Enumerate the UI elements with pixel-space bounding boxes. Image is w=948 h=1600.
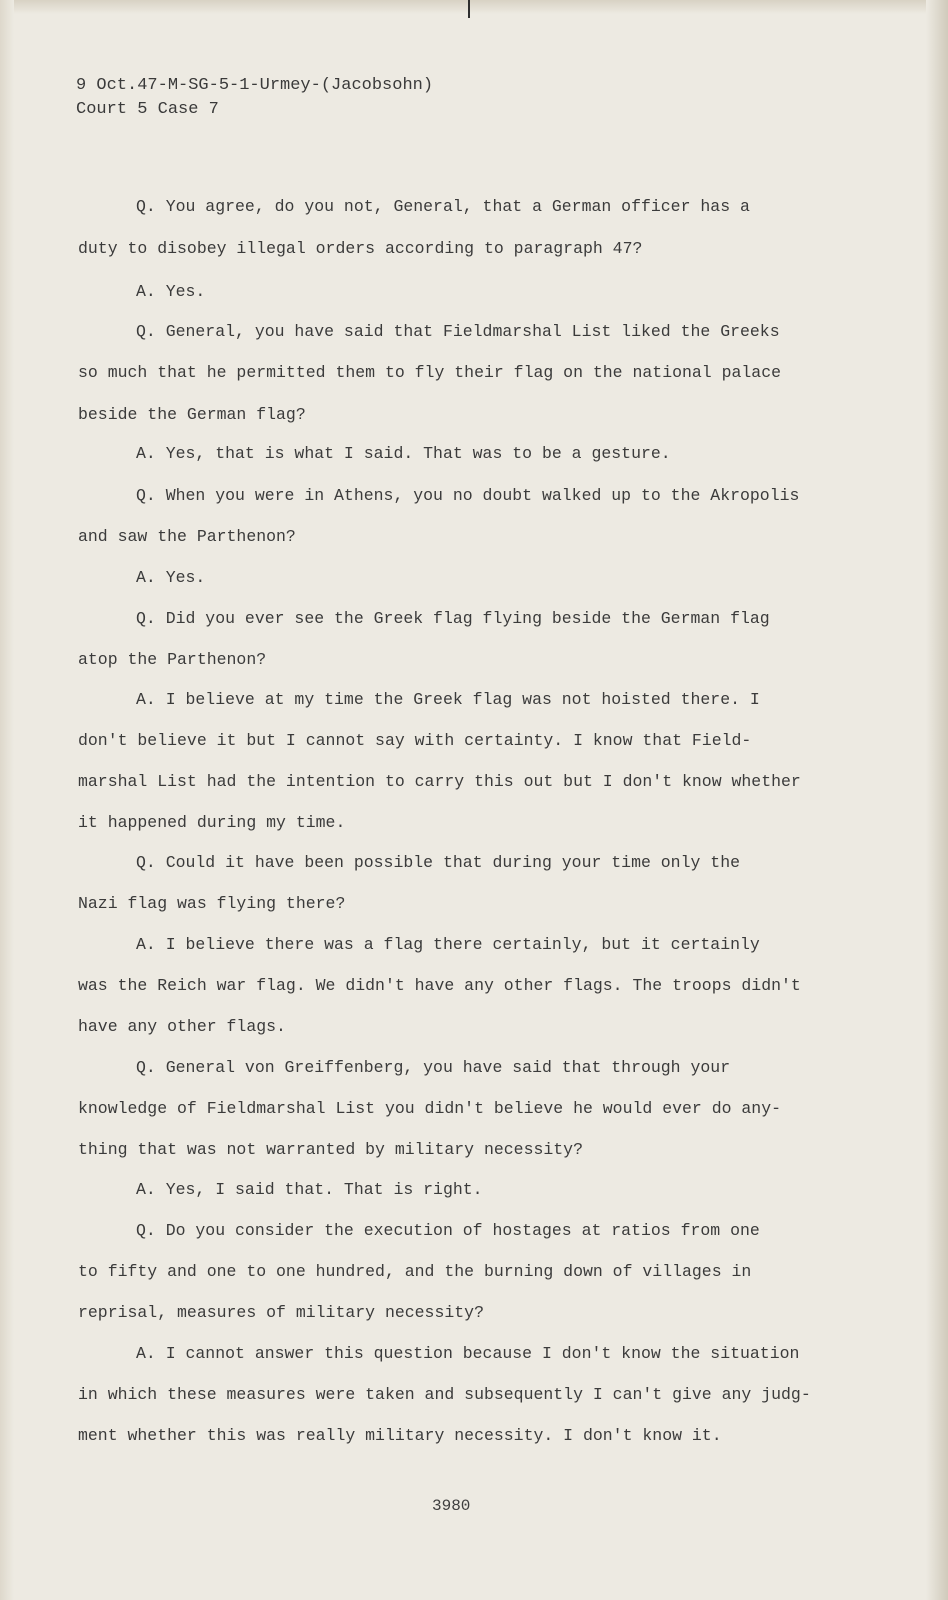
transcript-line: A. Yes. — [136, 282, 206, 301]
transcript-line: Q. When you were in Athens, you no doubt walked up to the Akropolis — [136, 486, 800, 505]
transcript-line: duty to disobey illegal orders according to paragraph 47? — [78, 239, 643, 258]
transcript-line: to fifty and one to one hundred, and the burning down of villages in — [78, 1262, 752, 1281]
transcript-line: Q. Could it have been possible that during your time only the — [136, 853, 740, 872]
transcript-line: Q. General von Greiffenberg, you have said that through your — [136, 1058, 731, 1077]
transcript-line: thing that was not warranted by military necessity? — [78, 1140, 583, 1159]
transcript-line: and saw the Parthenon? — [78, 527, 296, 546]
transcript-line: have any other flags. — [78, 1017, 286, 1036]
transcript-line: so much that he permitted them to fly their flag on the national palace — [78, 363, 782, 382]
document-reference: 9 Oct.47-M-SG-5-1-Urmey-(Jacobsohn) — [76, 76, 434, 95]
transcript-line: Q. General, you have said that Fieldmarshal List liked the Greeks — [136, 322, 780, 341]
transcript-line: in which these measures were taken and subsequently I can't give any judg- — [78, 1385, 811, 1404]
transcript-line: Nazi flag was flying there? — [78, 894, 346, 913]
transcript-line: beside the German flag? — [78, 405, 306, 424]
transcript-line: A. Yes. — [136, 568, 206, 587]
transcript-line: marshal List had the intention to carry this out but I don't know whether — [78, 772, 801, 791]
scan-left-edge — [0, 0, 14, 1600]
transcript-line: A. I cannot answer this question because I don't know the situation — [136, 1344, 800, 1363]
scan-top-edge — [0, 0, 948, 14]
transcript-line: was the Reich war flag. We didn't have any other flags. The troops didn't — [78, 976, 801, 995]
scan-tick-mark — [468, 0, 470, 18]
transcript-line: A. Yes, I said that. That is right. — [136, 1180, 483, 1199]
transcript-line: don't believe it but I cannot say with certainty. I know that Field- — [78, 731, 752, 750]
scan-right-edge — [926, 0, 948, 1600]
page-number: 3980 — [432, 1497, 471, 1515]
transcript-line: Q. You agree, do you not, General, that a German officer has a — [136, 197, 750, 216]
transcript-line: it happened during my time. — [78, 813, 346, 832]
transcript-line: A. Yes, that is what I said. That was to be a gesture. — [136, 444, 671, 463]
transcript-line: reprisal, measures of military necessity? — [78, 1303, 484, 1322]
transcript-line: Q. Do you consider the execution of hostages at ratios from one — [136, 1221, 760, 1240]
transcript-line: atop the Parthenon? — [78, 650, 267, 669]
transcript-line: Q. Did you ever see the Greek flag flying beside the German flag — [136, 609, 770, 628]
transcript-line: knowledge of Fieldmarshal List you didn't believe he would ever do any- — [78, 1099, 782, 1118]
transcript-line: A. I believe there was a flag there certainly, but it certainly — [136, 935, 760, 954]
transcript-line: ment whether this was really military necessity. I don't know it. — [78, 1426, 722, 1445]
transcript-line: A. I believe at my time the Greek flag was not hoisted there. I — [136, 690, 760, 709]
court-case-label: Court 5 Case 7 — [76, 100, 219, 119]
